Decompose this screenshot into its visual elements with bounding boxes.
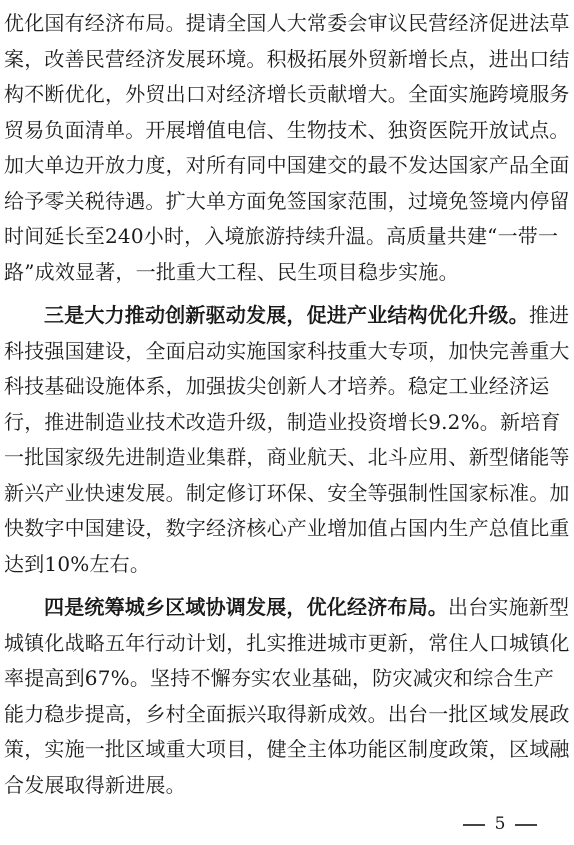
paragraph-first-line <box>4 590 570 626</box>
body-text <box>4 6 570 803</box>
text-line: 一批国家级先进制造业集群，商业航天、北斗应用、新型储能等 <box>4 445 570 469</box>
text-line: 贸易负面清单。开展增值电信、生物技术、独资医院开放试点。 <box>4 117 570 142</box>
paragraph-heading: 四是统筹城乡区域协调发展，优化经济布局。 <box>44 595 448 619</box>
text-line: 科技基础设施体系，加强拔尖创新人才培养。稳定工业经济运 <box>4 374 550 398</box>
text-line: 达到10%左右。 <box>4 551 151 576</box>
paragraph-first-line <box>4 298 570 334</box>
paragraph-heading: 三是大力推动创新驱动发展，促进产业结构优化升级。 <box>44 303 529 327</box>
paragraph-1 <box>4 6 570 290</box>
text-line: 策，实施一批区域重大项目，健全主体功能区制度政策，区域融 <box>4 737 570 761</box>
text-run: 推进 <box>528 303 570 327</box>
text-line: 行，推进制造业技术改造升级，制造业投资增长9.2%。新培育 <box>4 409 561 434</box>
text-line: 城镇化战略五年行动计划，扎实推进城市更新，常住人口城镇化 <box>4 630 570 655</box>
text-line: 科技强国建设，全面启动实施国家科技重大专项，加快完善重大 <box>4 338 570 363</box>
text-line: 案，改善民营经济发展环境。积极拓展外贸新增长点，进出口结 <box>4 46 570 71</box>
text-line: 构不断优化，外贸出口对经济增长贡献增大。全面实施跨境服务 <box>4 82 570 106</box>
text-line: 快数字中国建设，数字经济核心产业增加值占国内生产总值比重 <box>4 516 570 540</box>
text-line: 时间延长至240小时，入境旅游持续升温。高质量共建“一带一 <box>4 224 559 248</box>
paragraph-2 <box>4 298 570 582</box>
text-line: 优化国有经济布局。提请全国人大常委会审议民营经济促进法草 <box>4 11 570 35</box>
text-line: 路”成效显著，一批重大工程、民生项目稳步实施。 <box>4 259 459 284</box>
footer-dash-right <box>515 824 537 826</box>
text-run: 出台实施新型 <box>448 595 570 619</box>
text-line: 合发展取得新进展。 <box>4 772 186 797</box>
text-line: 新兴产业快速发展。制定修订环保、安全等强制性国家标准。加 <box>4 480 570 505</box>
paragraph-3 <box>4 590 570 803</box>
text-line: 能力稳步提高，乡村全面振兴取得新成效。出台一批区域发展政 <box>4 701 570 726</box>
text-line: 给予零关税待遇。扩大单方面免签国家范围，过境免签境内停留 <box>4 188 570 213</box>
page-number: 5 <box>494 814 506 834</box>
text-line: 率提高到67%。坚持不懈夯实农业基础，防灾减灾和综合生产 <box>4 666 555 690</box>
footer-dash-left <box>463 824 485 826</box>
text-line: 加大单边开放力度，对所有同中国建交的最不发达国家产品全面 <box>4 153 570 177</box>
page-footer <box>0 812 574 836</box>
